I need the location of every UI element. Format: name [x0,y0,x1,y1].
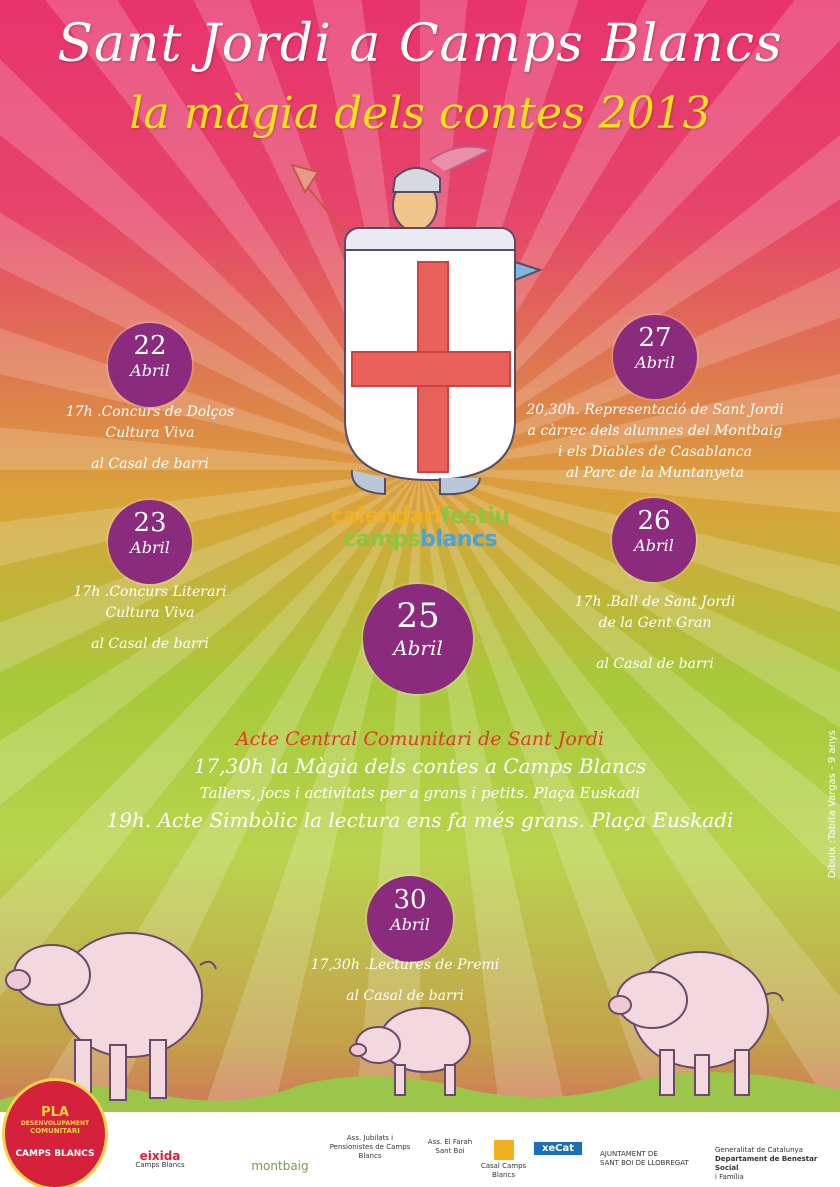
date-circle-25 [363,584,473,694]
date-month: Abril [130,361,170,380]
generalitat-logo: Generalitat de Catalunya Departament de Benestar Social i Família [715,1146,818,1181]
event-26 [520,592,790,675]
event-detail: a càrrec dels alumnes del Montbaig [527,423,783,439]
date-day: 22 [133,331,167,361]
date-month: Abril [130,538,170,557]
event-time-title: 17h .Concurs Literari [73,584,227,600]
date-circle-22 [108,323,192,407]
calendari-festiu-logo [300,504,540,552]
xecat-logo: xeCat [534,1142,582,1155]
date-circle-23 [108,500,192,584]
date-day: 26 [637,506,671,536]
date-circle-30 [367,876,453,962]
sponsor-footer [0,1112,840,1187]
event-time-title: 17,30h .Lectures de Premi [310,957,500,973]
farah-logo: Ass. El Farah Sant Boi [427,1138,473,1155]
date-day: 25 [396,596,440,636]
event-place: al Casal de barri [91,456,209,472]
date-circle-26 [612,498,696,582]
central-line: Tallers, jocs i activitats per a grans i petits. Plaça Euskadi [199,784,641,802]
event-30 [280,955,530,1007]
date-day: 23 [133,508,167,538]
date-month: Abril [393,636,443,660]
drawing-credit: Dibuix :Tabita Vargas - 9 anys [827,730,838,879]
event-27 [505,400,805,484]
event-organizer: Cultura Viva [105,425,195,441]
ajuntament-logo: AJUNTAMENT DE SANT BOI DE LLOBREGAT [600,1150,689,1167]
central-line: 19h. Acte Simbòlic la lectura ens fa més grans. Plaça Euskadi [106,808,734,832]
calendar-word: festiu [441,504,510,529]
eixida-logo: eixida Camps Blancs [135,1149,185,1169]
calendar-word: calendari [330,504,442,529]
central-heading: Acte Central Comunitari de Sant Jordi [235,728,605,750]
date-month: Abril [634,536,674,555]
event-place: al Casal de barri [596,656,714,672]
poster-title: Sant Jordi a Camps Blancs [57,14,783,74]
date-day: 30 [393,885,427,915]
event-23 [20,582,280,655]
central-act [90,728,750,832]
poster-subtitle: la màgia dels contes 2013 [129,88,711,139]
event-organizer: de la Gent Gran [598,615,712,631]
central-line: 17,30h la Màgia dels contes a Camps Blancs [193,754,647,778]
montbaig-logo: montbaig [251,1159,309,1173]
event-place: al Casal de barri [346,988,464,1004]
jubilats-logo: Ass. Jubilats i Pensionistes de Camps Blancs [329,1134,411,1160]
calendar-word: camps [342,527,421,552]
date-month: Abril [390,915,430,934]
casal-logo: Casal Camps Blancs [476,1140,531,1180]
calendar-word: blancs [420,527,498,552]
event-organizer: Cultura Viva [105,605,195,621]
date-circle-27 [613,315,697,399]
event-time-title: 20,30h. Representació de Sant Jordi [526,402,784,418]
date-day: 27 [638,323,672,353]
pig-left [6,933,216,1100]
event-time-title: 17h .Concurs de Dolços [65,404,235,420]
date-month: Abril [635,353,675,372]
pla-desenvolupament-badge: PLA DESENVOLUPAMENT COMUNITARI CAMPS BLANCS [2,1078,108,1187]
event-detail: i els Diables de Casablanca [557,444,752,460]
event-22 [20,402,280,475]
event-place: al Casal de barri [91,636,209,652]
event-time-title: 17h .Ball de Sant Jordi [574,594,736,610]
event-place: al Parc de la Muntanyeta [566,465,744,481]
